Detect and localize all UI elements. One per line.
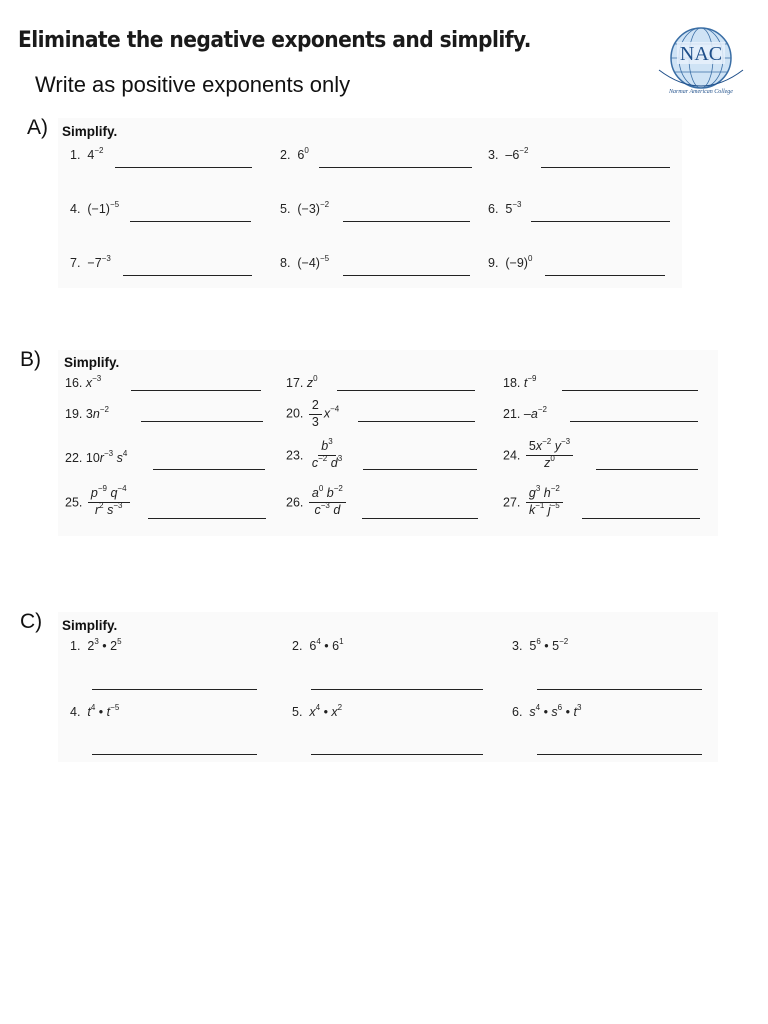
answer-line-a6[interactable] — [531, 221, 670, 222]
answer-line-a3[interactable] — [541, 167, 670, 168]
problem-a2: 2. $6^0$ — [280, 146, 309, 162]
answer-line-c4[interactable] — [92, 754, 257, 755]
problem-a5: 5. $(-3)^{-2}$ — [280, 200, 330, 216]
problem-c5: 5. $x^4$ • $x^2$ — [292, 703, 343, 719]
problem-b21: 21. $-a^{-2}$ — [503, 405, 547, 421]
logo-text: NAC — [679, 43, 723, 65]
answer-line-a4[interactable] — [130, 221, 251, 222]
answer-line-b19[interactable] — [141, 421, 263, 422]
answer-line-c3[interactable] — [537, 689, 702, 690]
answer-line-b20[interactable] — [358, 421, 475, 422]
answer-line-a2[interactable] — [319, 167, 472, 168]
problem-c4: 4. $t^4$ • $t^{-5}$ — [70, 703, 120, 719]
problem-b26: 26. $\frac{a^0 b^{-2}}{c^{-3} d}$ — [286, 487, 348, 518]
answer-line-b23[interactable] — [363, 469, 477, 470]
answer-line-b21[interactable] — [570, 421, 698, 422]
section-c-heading: Simplify. — [62, 618, 118, 633]
answer-line-b24[interactable] — [596, 469, 698, 470]
problem-b19: 19. $3n^{-2}$ — [65, 405, 109, 421]
problem-b27: 27. $\frac{g^3 h^{-2}}{k^{-1} j^{-5}}$ — [503, 487, 565, 518]
section-a-heading: Simplify. — [62, 124, 118, 139]
section-a-letter: A) — [27, 116, 48, 139]
problem-c1: 1. $2^3$ • $2^5$ — [70, 637, 122, 653]
problem-b16: 16. $x^{-3}$ — [65, 374, 102, 390]
answer-line-a5[interactable] — [343, 221, 470, 222]
answer-line-a7[interactable] — [123, 275, 252, 276]
answer-line-b18[interactable] — [562, 390, 698, 391]
problem-b22: 22. $10r^{-3}$ $s^4$ — [65, 449, 128, 465]
problem-a4: 4. $(-1)^{-5}$ — [70, 200, 120, 216]
problem-b17: 17. $z^0$ — [286, 374, 318, 390]
problem-c3: 3. $5^6$ • $5^{-2}$ — [512, 637, 569, 653]
problem-b25: 25. $\frac{p^{-9} q^{-4}}{r^2 s^{-3}}$ — [65, 487, 132, 518]
section-b-heading: Simplify. — [64, 355, 120, 370]
problem-a6: 6. $5^{-3}$ — [488, 200, 522, 216]
problem-a3: 3. $-6^{-2}$ — [488, 146, 529, 162]
logo-ring-text: Narmar American College — [669, 89, 733, 95]
problem-b18: 18. $t^{-9}$ — [503, 374, 537, 390]
answer-line-a9[interactable] — [545, 275, 665, 276]
problem-c6: 6. $s^4$ • $s^6$ • $t^3$ — [512, 703, 582, 719]
problem-b23: 23. $\frac{b^3}{c^{-2} d^3}$ — [286, 437, 343, 470]
section-b-letter: B) — [20, 348, 41, 371]
problem-b24: 24. $\frac{5x^{-2} y^{-3}}{z^0}$ — [503, 440, 575, 471]
answer-line-b17[interactable] — [337, 390, 475, 391]
answer-line-b16[interactable] — [131, 390, 261, 391]
section-c-letter: C) — [20, 610, 43, 633]
answer-line-c6[interactable] — [537, 754, 702, 755]
worksheet-title: Eliminate the negative exponents and simplify. — [18, 28, 531, 53]
problem-a9: 9. $(-9)^0$ — [488, 254, 533, 270]
problem-a8: 8. $(-4)^{-5}$ — [280, 254, 330, 270]
problem-a7: 7. $-7^{-3}$ — [70, 254, 111, 270]
answer-line-c5[interactable] — [311, 754, 483, 755]
answer-line-b26[interactable] — [362, 518, 478, 519]
answer-line-c2[interactable] — [311, 689, 483, 690]
problem-c2: 2. $6^4$ • $6^1$ — [292, 637, 344, 653]
answer-line-a1[interactable] — [115, 167, 252, 168]
answer-line-b25[interactable] — [148, 518, 266, 519]
answer-line-c1[interactable] — [92, 689, 257, 690]
answer-line-a8[interactable] — [343, 275, 470, 276]
problem-a1: 1. $4^{-2}$ — [70, 146, 104, 162]
problem-b20: 20. $\frac{2}{3}$ $x^{-4}$ — [286, 398, 340, 429]
nac-logo — [655, 20, 747, 100]
answer-line-b27[interactable] — [582, 518, 700, 519]
answer-line-b22[interactable] — [153, 469, 265, 470]
worksheet-subtitle: Write as positive exponents only — [35, 72, 351, 97]
